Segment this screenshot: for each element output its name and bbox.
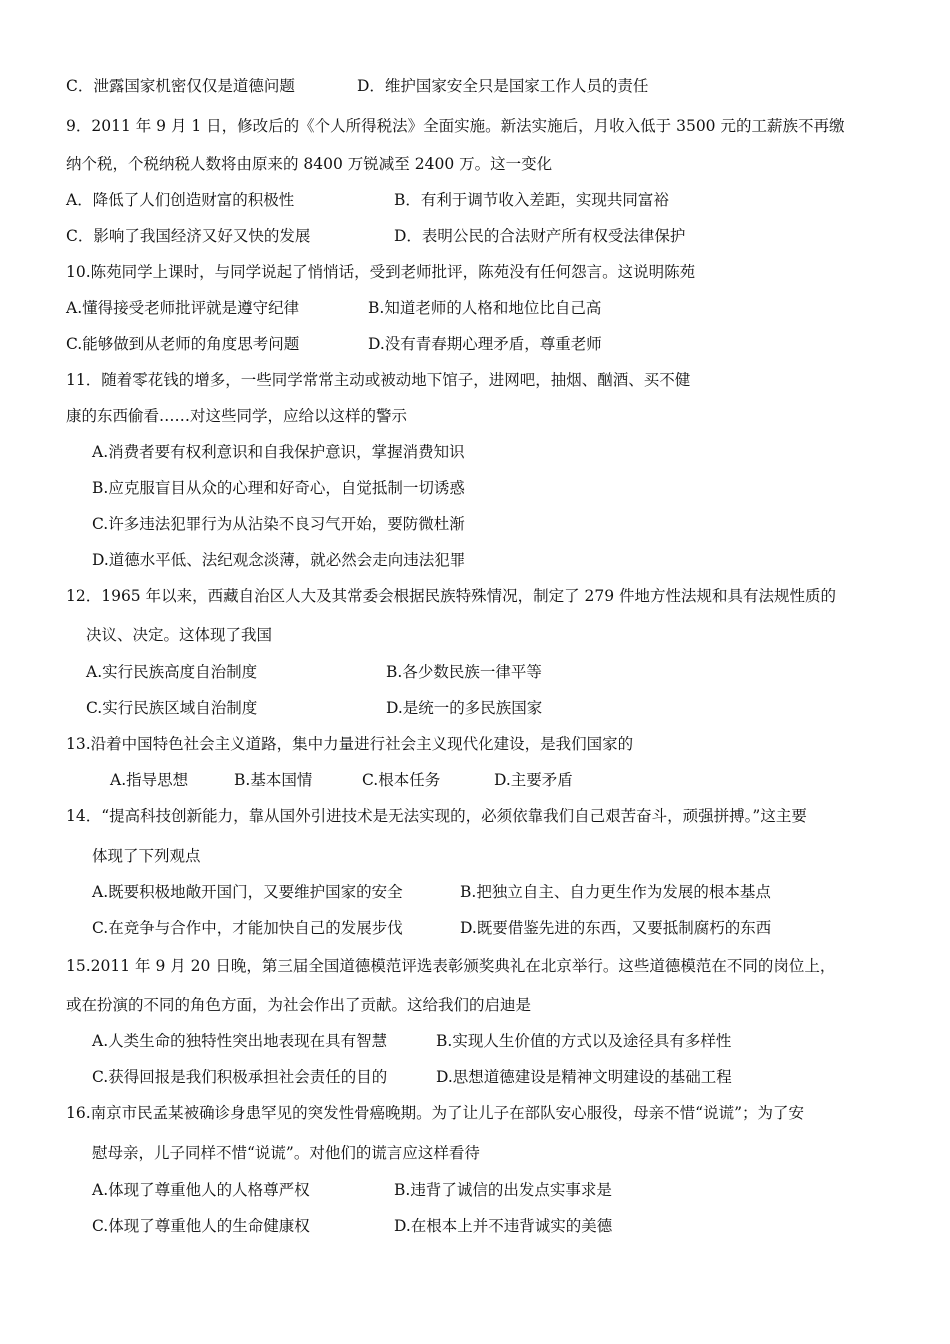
q12-option-b: B.各少数民族一律平等 (386, 663, 542, 681)
q9-stem-line-1: 9．2011 年 9 月 1 日，修改后的《个人所得税法》全面实施。新法实施后，月收入低于 3500 元的工薪族不再缴 (66, 117, 845, 135)
q14-option-d: D.既要借鉴先进的东西，又要抵制腐朽的东西 (460, 919, 772, 937)
q10-option-b: B.知道老师的人格和地位比自己高 (368, 299, 602, 317)
q12-stem-line-1: 12．1965 年以来，西藏自治区人大及其常委会根据民族特殊情况，制定了 279 件地方性法规和具有法规性质的 (66, 587, 837, 605)
q9-stem-line-2: 纳个税，个税纳税人数将由原来的 8400 万锐减至 2400 万。这一变化 (66, 155, 553, 173)
q13-option-c: C.根本任务 (362, 771, 441, 789)
q16-option-d: D.在根本上并不违背诚实的美德 (394, 1217, 613, 1235)
q12-option-c: C.实行民族区域自治制度 (86, 699, 258, 717)
q15-stem-line-1: 15.2011 年 9 月 20 日晚，第三届全国道德模范评选表彰颁奖典礼在北京举行。这些道德模范在不同的岗位上， (66, 957, 836, 975)
q16-option-b: B.违背了诚信的出发点实事求是 (394, 1181, 612, 1199)
q9-option-d: D．表明公民的合法财产所有权受法律保护 (394, 227, 686, 245)
q15-stem-line-2: 或在扮演的不同的角色方面，为社会作出了贡献。这给我们的启迪是 (66, 996, 532, 1014)
q9-option-a: A．降低了人们创造财富的积极性 (66, 191, 295, 209)
q11-option-a: A.消费者要有权利意识和自我保护意识，掌握消费知识 (92, 443, 465, 461)
q11-option-c: C.许多违法犯罪行为从沾染不良习气开始，要防微杜渐 (92, 515, 465, 533)
q11-option-b: B.应克服盲目从众的心理和好奇心，自觉抵制一切诱惑 (92, 479, 465, 497)
q15-option-d: D.思想道德建设是精神文明建设的基础工程 (436, 1068, 732, 1086)
q8-option-d: D．维护国家安全只是国家工作人员的责任 (357, 77, 649, 95)
q13-stem-line-1: 13.沿着中国特色社会主义道路，集中力量进行社会主义现代化建设，是我们国家的 (66, 735, 634, 753)
q13-option-b: B.基本国情 (234, 771, 313, 789)
q12-stem-line-2: 决议、决定。这体现了我国 (86, 626, 273, 644)
q13-option-d: D.主要矛盾 (494, 771, 573, 789)
q14-stem-line-2: 体现了下列观点 (92, 847, 201, 865)
q14-option-a: A.既要积极地敞开国门，又要维护国家的安全 (92, 883, 403, 901)
q11-option-d: D.道德水平低、法纪观念淡薄，就必然会走向违法犯罪 (92, 551, 466, 569)
q13-option-a: A.指导思想 (110, 771, 189, 789)
q16-option-c: C.体现了尊重他人的生命健康权 (92, 1217, 310, 1235)
q9-option-b: B．有利于调节收入差距，实现共同富裕 (394, 191, 669, 209)
q16-stem-line-2: 慰母亲，儿子同样不惜“说谎”。对他们的谎言应这样看待 (92, 1144, 480, 1162)
q10-option-d: D.没有青春期心理矛盾，尊重老师 (368, 335, 602, 353)
q14-option-b: B.把独立自主、自力更生作为发展的根本基点 (460, 883, 771, 901)
q10-option-a: A.懂得接受老师批评就是遵守纪律 (66, 299, 300, 317)
q12-option-a: A.实行民族高度自治制度 (86, 663, 258, 681)
q9-option-c: C．影响了我国经济又好又快的发展 (66, 227, 311, 245)
q15-option-c: C.获得回报是我们积极承担社会责任的目的 (92, 1068, 388, 1086)
q15-option-b: B.实现人生价值的方式以及途径具有多样性 (436, 1032, 732, 1050)
q11-stem-line-1: 11．随着零花钱的增多，一些同学常常主动或被动地下馆子，进网吧，抽烟、酗酒、买不健 (66, 371, 691, 389)
q11-stem-line-2: 康的东西偷看……对这些同学，应给以这样的警示 (66, 407, 408, 425)
q14-stem-line-1: 14．“提高科技创新能力，靠从国外引进技术是无法实现的，必须依靠我们自己艰苦奋斗，顽强拼搏。”这主要 (66, 807, 807, 825)
q10-option-c: C.能够做到从老师的角度思考问题 (66, 335, 300, 353)
q10-stem-line-1: 10.陈苑同学上课时，与同学说起了悄悄话，受到老师批评，陈苑没有任何怨言。这说明陈苑 (66, 263, 696, 281)
q12-option-d: D.是统一的多民族国家 (386, 699, 543, 717)
q16-option-a: A.体现了尊重他人的人格尊严权 (92, 1181, 310, 1199)
q16-stem-line-1: 16.南京市民孟某被确诊身患罕见的突发性骨癌晚期。为了让儿子在部队安心服役，母亲不惜“说谎”；为了安 (66, 1104, 805, 1122)
q15-option-a: A.人类生命的独特性突出地表现在具有智慧 (92, 1032, 388, 1050)
q14-option-c: C.在竞争与合作中，才能加快自己的发展步伐 (92, 919, 403, 937)
q8-option-c: C．泄露国家机密仅仅是道德问题 (66, 77, 295, 95)
